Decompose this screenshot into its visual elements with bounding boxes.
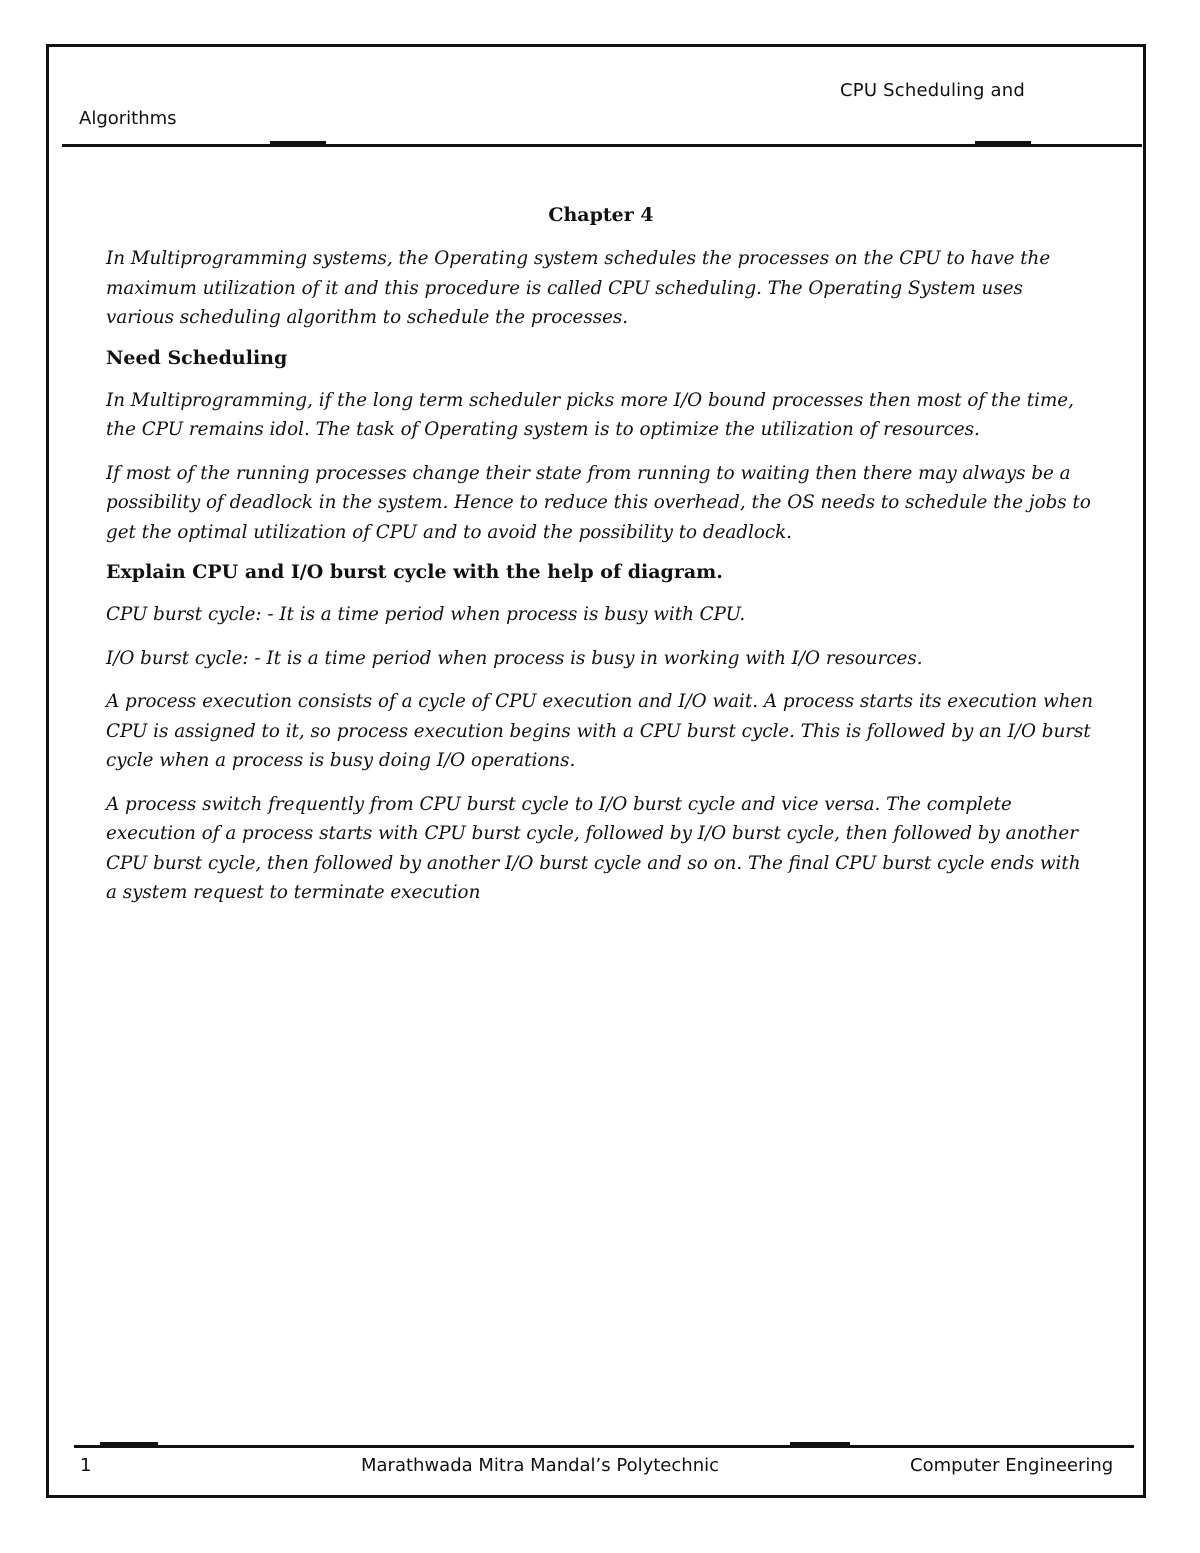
chapter-title: Chapter 4 (548, 204, 654, 226)
header-rule-accent-left (270, 141, 326, 144)
header-rule-accent-right (975, 141, 1031, 144)
header-title-right: CPU Scheduling and (840, 80, 1025, 101)
intro-paragraph: In Multiprogramming systems, the Operating system schedules the processes on the CPU to have the maximum utilization of it and this procedure is called CPU scheduling. The Operating System uses various scheduling algorithm to schedule the processes. (106, 248, 1051, 328)
io-burst-definition: I/O burst cycle: - It is a time period when process is busy in working with I/O resources. (106, 647, 923, 669)
footer-institution: Marathwada Mitra Mandal’s Polytechnic (361, 1455, 719, 1476)
need-paragraph-1: In Multiprogramming, if the long term scheduler picks more I/O bound processes then most of the time, the CPU remains idol. The task of Operating system is to optimize the utilization of resources. (106, 389, 1074, 440)
execution-paragraph: A process execution consists of a cycle of CPU execution and I/O wait. A process starts its execution when CPU is assigned to it, so process execution begins with a CPU burst cycle. This is followed by an I/O burst cycle when a process is busy doing I/O operations. (106, 691, 1093, 771)
cpu-burst-definition: CPU burst cycle: - It is a time period when process is busy with CPU. (106, 604, 746, 625)
header-title-left: Algorithms (79, 108, 177, 129)
footer-department: Computer Engineering (910, 1455, 1114, 1476)
footer-rule (74, 1445, 1134, 1448)
switch-paragraph: A process switch frequently from CPU burst cycle to I/O burst cycle and vice versa. The complete execution of a process starts with CPU burst cycle, followed by I/O burst cycle, then followed by another CPU burst cycle, then followed by another I/O burst cycle and so on. The final CPU burst cycle ends with a system request to terminate execution (106, 793, 1081, 903)
need-paragraph-2: If most of the running processes change their state from running to waiting then there may always be a possibility of deadlock in the system. Hence to reduce this overhead, the OS needs to schedule the jobs to get the optimal utilization of CPU and to avoid the possibility to deadlock. (106, 462, 1091, 543)
heading-burst-cycle: Explain CPU and I/O burst cycle with the help of diagram. (106, 561, 723, 583)
footer-page-number: 1 (80, 1455, 92, 1476)
header-rule (62, 144, 1142, 147)
heading-need-scheduling: Need Scheduling (106, 346, 288, 369)
page-content (106, 196, 1096, 922)
